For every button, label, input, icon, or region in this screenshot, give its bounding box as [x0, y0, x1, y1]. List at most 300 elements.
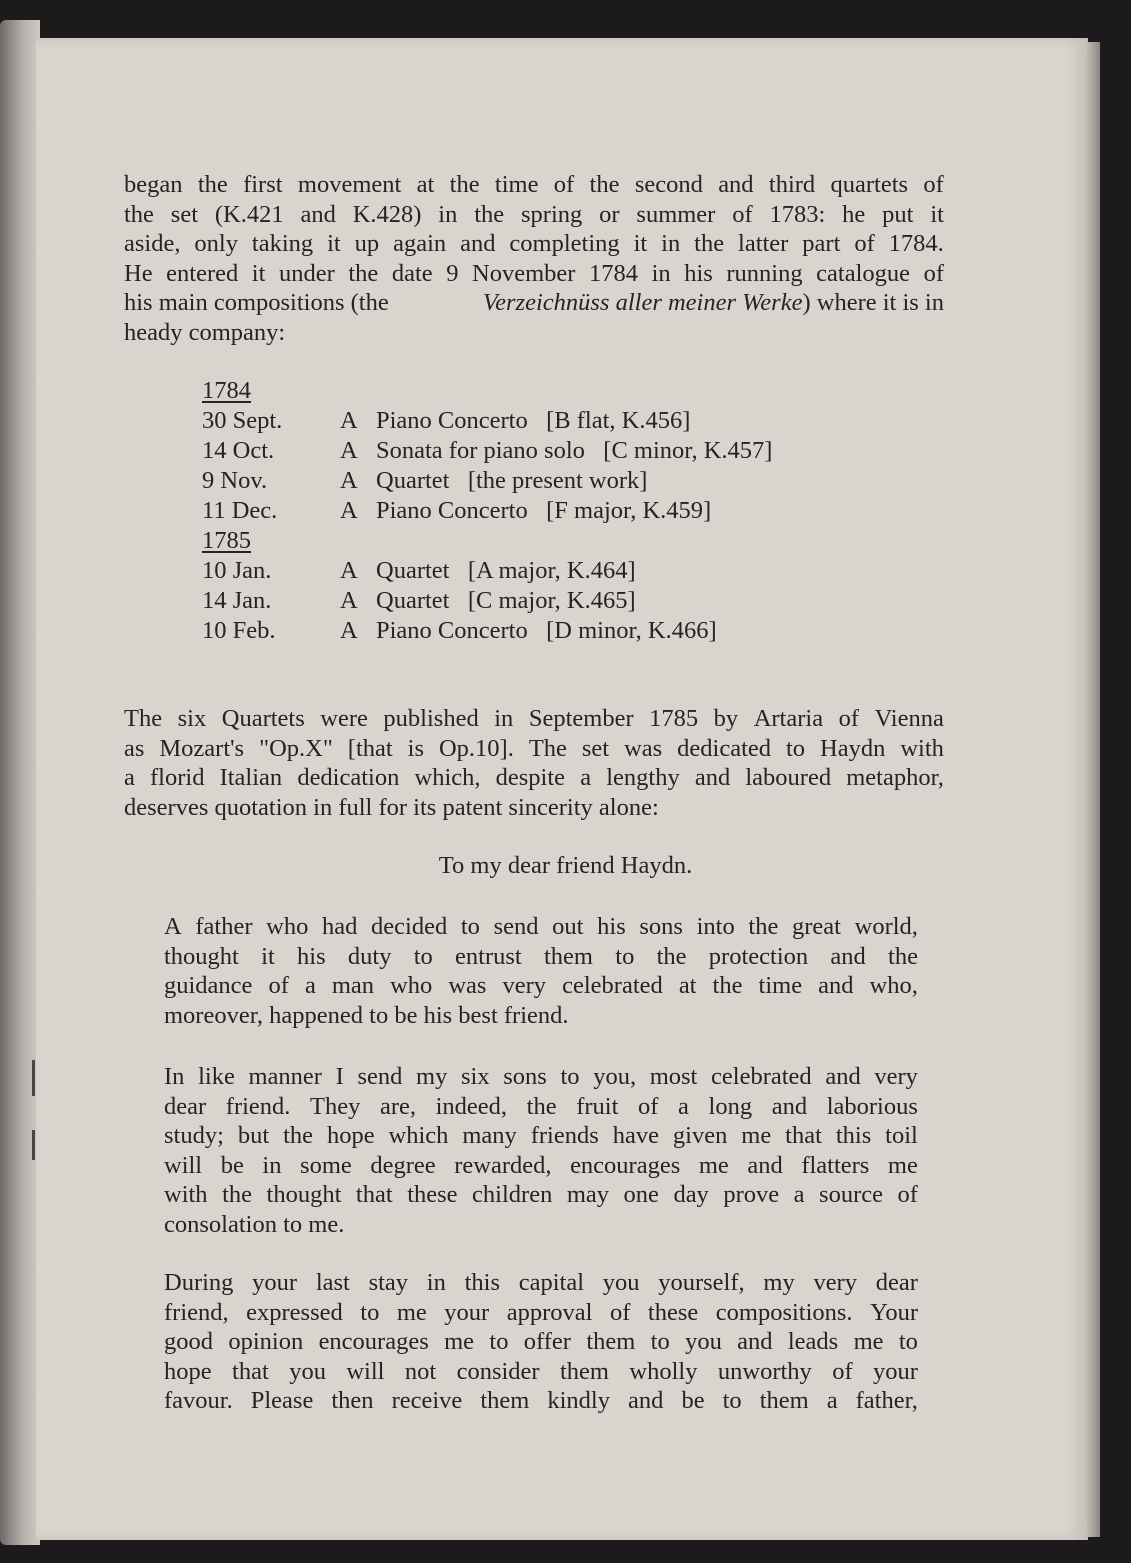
- word: in: [651, 259, 671, 287]
- word: father,: [855, 1387, 918, 1415]
- word: at: [678, 972, 697, 1000]
- table-row: [202, 436, 772, 466]
- word: to: [489, 1328, 509, 1356]
- word: taking: [251, 230, 314, 258]
- word: the: [888, 942, 918, 970]
- word: laboured: [745, 764, 832, 792]
- word: Op.10].: [438, 734, 514, 762]
- entry-article: A: [340, 407, 358, 434]
- word: was: [624, 734, 663, 762]
- word: running: [726, 259, 803, 287]
- word: compositions.: [715, 1298, 853, 1326]
- word: only: [194, 230, 238, 258]
- word: of: [553, 171, 575, 198]
- entry-date: 14 Jan.: [202, 587, 272, 614]
- word: degree: [370, 1151, 436, 1179]
- word: them: [544, 942, 593, 970]
- word: sons: [639, 913, 683, 940]
- word: thought: [164, 942, 239, 970]
- word: given: [672, 1122, 728, 1150]
- work-name: Quartet: [376, 557, 450, 584]
- word: leads: [787, 1328, 839, 1356]
- right-page-edge: [1086, 42, 1100, 1537]
- entry-article: A: [340, 617, 358, 644]
- word: like: [198, 1063, 235, 1090]
- word: lengthy: [606, 764, 680, 792]
- word: entered: [166, 259, 239, 287]
- word: my: [416, 1063, 448, 1090]
- word: receive: [391, 1387, 463, 1415]
- word: send: [493, 913, 539, 940]
- text-line: [124, 763, 944, 793]
- text-line: [164, 1001, 918, 1031]
- word: dedicated: [677, 734, 772, 762]
- word: of: [897, 1181, 918, 1209]
- word: dear: [875, 1269, 918, 1296]
- word: of: [732, 200, 753, 228]
- text-line: [124, 170, 944, 200]
- entry-work: [376, 436, 772, 466]
- word: will: [346, 1357, 385, 1385]
- text-line: [164, 971, 918, 1001]
- word: stay: [368, 1269, 409, 1296]
- word: source: [819, 1181, 883, 1209]
- word: a: [826, 1387, 838, 1415]
- word: it: [633, 230, 648, 258]
- word: set: [581, 734, 610, 762]
- margin-mark: [32, 1130, 35, 1160]
- word: and: [718, 171, 754, 198]
- word: florid: [150, 764, 205, 792]
- word: (K.421: [214, 200, 284, 228]
- catalogue-table: [202, 376, 772, 646]
- word: was: [448, 972, 487, 1000]
- word: dear: [164, 1092, 207, 1120]
- text-line: [164, 1386, 918, 1416]
- word: September: [528, 705, 634, 732]
- word: very: [502, 972, 547, 1000]
- word: many: [462, 1122, 517, 1150]
- entry-work: [376, 406, 772, 436]
- word: six: [460, 1063, 490, 1090]
- text-segment: ) where it is in: [802, 289, 944, 317]
- word: will: [164, 1151, 203, 1179]
- entry-work: [376, 556, 772, 586]
- entry-article: A: [340, 587, 358, 614]
- word: the: [526, 1092, 557, 1120]
- word: hope: [164, 1357, 212, 1385]
- word: friend,: [164, 1298, 229, 1326]
- word: celebrated: [562, 972, 663, 1000]
- year-row: [202, 376, 772, 406]
- word: you: [602, 1269, 640, 1296]
- word: first: [243, 171, 283, 198]
- word: He: [124, 259, 153, 287]
- word: to: [560, 1063, 580, 1090]
- word: toil: [885, 1122, 918, 1150]
- work-note: [B flat, K.456]: [546, 407, 691, 434]
- word: of: [638, 1092, 659, 1120]
- word: not: [404, 1357, 437, 1385]
- word: favour.: [164, 1387, 233, 1415]
- word: it: [327, 230, 341, 258]
- word: Mozart's: [159, 734, 245, 762]
- word: his: [297, 942, 326, 970]
- text-line: [164, 1298, 918, 1328]
- word: be: [220, 1151, 244, 1179]
- word: a: [793, 1181, 805, 1209]
- word: [that: [347, 734, 393, 762]
- word: some: [300, 1151, 352, 1179]
- word: the: [283, 1122, 314, 1150]
- word: encourages: [318, 1328, 429, 1356]
- text-line: [124, 704, 944, 734]
- table-row: [202, 406, 772, 436]
- word: me: [853, 1328, 884, 1356]
- entry-article: A: [340, 497, 358, 524]
- word: decided: [371, 913, 448, 940]
- word: to: [785, 734, 806, 762]
- word: manner: [248, 1063, 322, 1090]
- word: and: [460, 230, 496, 258]
- word: I: [335, 1063, 344, 1090]
- dedication-title: To my dear friend Haydn.: [438, 852, 693, 879]
- text-line: [164, 1062, 918, 1092]
- word: and: [818, 972, 854, 1000]
- word: it: [930, 200, 944, 228]
- left-page-edge: [0, 20, 40, 1545]
- word: They: [310, 1092, 361, 1120]
- word: and: [830, 942, 866, 970]
- word: the: [589, 171, 620, 198]
- word: to: [650, 1328, 670, 1356]
- word: yourself,: [658, 1269, 745, 1296]
- entry-article: A: [340, 467, 358, 494]
- word: who,: [869, 972, 918, 1000]
- word: encourages: [570, 1151, 681, 1179]
- word: them: [586, 1328, 636, 1356]
- work-name: Quartet: [376, 587, 450, 614]
- word: in: [494, 705, 514, 732]
- word: this: [464, 1269, 500, 1296]
- word: is: [407, 734, 425, 762]
- word: Quartets: [221, 705, 305, 732]
- word: very: [874, 1063, 918, 1090]
- word: kindly: [547, 1387, 610, 1415]
- work-note: [A major, K.464]: [467, 557, 636, 584]
- word: capital: [518, 1269, 585, 1296]
- word: father: [195, 913, 253, 940]
- word: spring: [521, 200, 583, 228]
- word: latter: [738, 230, 789, 258]
- word: hope: [326, 1122, 375, 1150]
- word: with: [900, 734, 944, 762]
- word: 1784.: [888, 230, 944, 258]
- word: his: [684, 259, 713, 287]
- word: this: [835, 1122, 872, 1150]
- word: In: [164, 1063, 185, 1090]
- text-line: [124, 318, 944, 348]
- word: it: [251, 259, 266, 287]
- word: but: [237, 1122, 270, 1150]
- word: under: [278, 259, 335, 287]
- entry-date: 10 Feb.: [202, 617, 276, 644]
- word: A: [164, 913, 182, 940]
- word: them: [560, 1357, 609, 1385]
- word: "Op.X": [259, 734, 333, 762]
- word: part: [802, 230, 841, 258]
- word: of: [854, 230, 875, 258]
- entry-date: 9 Nov.: [202, 467, 268, 494]
- text-line: [124, 734, 944, 764]
- word: them: [480, 1387, 530, 1415]
- entry-date: 30 Sept.: [202, 407, 283, 434]
- word: set: [170, 200, 199, 228]
- word: you: [289, 1357, 326, 1385]
- text-line: [164, 1327, 918, 1357]
- word: and: [771, 1092, 808, 1120]
- word: that: [355, 1181, 393, 1209]
- word: a: [580, 764, 592, 792]
- table-row: [202, 496, 772, 526]
- word: a: [124, 764, 135, 792]
- word: of: [923, 171, 944, 198]
- word: Artaria: [753, 705, 824, 732]
- word: which,: [414, 764, 481, 792]
- word: at: [416, 171, 435, 198]
- word: great: [792, 913, 841, 940]
- word: the: [656, 942, 687, 970]
- word: man: [331, 972, 375, 1000]
- entry-work: [376, 466, 772, 496]
- word: despite: [495, 764, 566, 792]
- text-line: [164, 912, 918, 942]
- word: the: [197, 171, 228, 198]
- word: by: [713, 705, 739, 732]
- word: study;: [164, 1122, 224, 1150]
- word: to: [722, 1387, 742, 1415]
- word: unworthy: [717, 1357, 812, 1385]
- word: the: [712, 972, 743, 1000]
- word: good: [164, 1328, 213, 1356]
- word: of: [268, 972, 289, 1000]
- word: one: [623, 1181, 659, 1209]
- text-line: [124, 229, 944, 259]
- word: friends: [530, 1122, 599, 1150]
- word: send: [357, 1063, 403, 1090]
- word: a: [304, 972, 316, 1000]
- word: out: [552, 913, 584, 940]
- work-note: [the present work]: [467, 467, 648, 494]
- word: most: [649, 1063, 698, 1090]
- word: who: [266, 913, 309, 940]
- dedication-paragraph-3: [164, 1268, 918, 1416]
- catalogue-title: Verzeichnüss aller meiner Werke: [482, 289, 803, 317]
- entry-work: [376, 586, 772, 616]
- word: third: [768, 171, 816, 198]
- word: it: [261, 942, 275, 970]
- word: had: [322, 913, 358, 940]
- work-note: [F major, K.459]: [546, 497, 712, 524]
- word: me: [698, 1151, 729, 1179]
- word: your: [444, 1298, 490, 1326]
- word: your: [252, 1269, 298, 1296]
- word: movement: [297, 171, 402, 198]
- word: the: [694, 230, 725, 258]
- word: and: [825, 1063, 861, 1090]
- word: thought: [266, 1181, 342, 1209]
- text-line: [164, 1151, 918, 1181]
- word: these: [647, 1298, 699, 1326]
- entry-work: [376, 496, 772, 526]
- word: protection: [708, 942, 809, 970]
- word: dedication: [297, 764, 400, 792]
- word: them: [759, 1387, 809, 1415]
- word: the: [348, 259, 379, 287]
- word: in: [661, 230, 681, 258]
- word: summer: [636, 200, 716, 228]
- word: time: [494, 171, 539, 198]
- word: November: [472, 259, 576, 287]
- word: Your: [870, 1298, 918, 1326]
- word: you,: [593, 1063, 637, 1090]
- entry-date: 11 Dec.: [202, 497, 278, 524]
- word: guidance: [164, 972, 253, 1000]
- word: friend.: [225, 1092, 291, 1120]
- word: 9: [446, 259, 459, 287]
- word: children: [472, 1181, 553, 1209]
- word: the: [748, 913, 779, 940]
- entry-article: A: [340, 437, 358, 464]
- word: to: [460, 913, 480, 940]
- text-line: [124, 259, 944, 289]
- word: published: [383, 705, 479, 732]
- word: Italian: [219, 764, 283, 792]
- word: of: [838, 705, 860, 732]
- word: then: [331, 1387, 374, 1415]
- dedication-paragraph-1: [164, 912, 918, 1030]
- word: and: [737, 1328, 773, 1356]
- work-name: Quartet: [376, 467, 450, 494]
- publication-paragraph: [124, 704, 944, 822]
- work-name: Sonata for piano solo: [376, 437, 585, 464]
- word: into: [696, 913, 735, 940]
- work-name: Piano Concerto: [376, 407, 528, 434]
- word: of: [832, 1357, 853, 1385]
- word: the: [474, 200, 505, 228]
- word: aside,: [124, 230, 181, 258]
- word: wholly: [629, 1357, 698, 1385]
- text-line: [124, 288, 944, 318]
- word: sons: [503, 1063, 547, 1090]
- word: flatters: [801, 1151, 870, 1179]
- word: approval: [506, 1298, 593, 1326]
- text-line: [164, 1268, 918, 1298]
- work-note: [C minor, K.457]: [603, 437, 773, 464]
- word: put: [882, 200, 914, 228]
- word: offer: [523, 1328, 571, 1356]
- text-segment: consolation to me.: [164, 1210, 345, 1238]
- word: that: [785, 1122, 822, 1150]
- word: your: [873, 1357, 918, 1385]
- word: fruit: [576, 1092, 619, 1120]
- word: completing: [509, 230, 620, 258]
- word: up: [354, 230, 380, 258]
- text-line: [124, 793, 944, 823]
- word: quartets: [830, 171, 909, 198]
- word: you: [685, 1328, 722, 1356]
- word: world,: [854, 913, 918, 940]
- word: to: [615, 942, 635, 970]
- word: Haydn: [820, 734, 886, 762]
- word: 1785: [649, 705, 699, 732]
- word: and: [628, 1387, 664, 1415]
- word: of: [609, 1298, 631, 1326]
- word: second: [634, 171, 703, 198]
- word: and: [300, 200, 336, 228]
- word: six: [177, 705, 207, 732]
- word: me: [444, 1328, 475, 1356]
- word: and: [694, 764, 731, 792]
- word: opinion: [228, 1328, 304, 1356]
- word: may: [566, 1181, 610, 1209]
- word: that: [232, 1357, 269, 1385]
- word: to: [360, 1298, 380, 1326]
- word: prove: [723, 1181, 780, 1209]
- word: my: [763, 1269, 795, 1296]
- word: again: [393, 230, 447, 258]
- word: The: [528, 734, 567, 762]
- word: rewarded,: [454, 1151, 552, 1179]
- word: duty: [347, 942, 392, 970]
- year-row: [202, 526, 772, 556]
- word: his: [597, 913, 626, 940]
- text-line: [164, 1092, 918, 1122]
- year-heading: 1784: [202, 377, 251, 404]
- word: in: [262, 1151, 282, 1179]
- text-segment: heady company:: [124, 318, 286, 346]
- word: were: [320, 705, 368, 732]
- word: he: [842, 200, 866, 228]
- word: or: [599, 200, 620, 228]
- dedication-paragraph-2: [164, 1062, 918, 1240]
- word: date: [391, 259, 433, 287]
- word: began: [124, 171, 183, 198]
- word: time: [758, 972, 803, 1000]
- word: long: [708, 1092, 753, 1120]
- word: with: [164, 1181, 208, 1209]
- text-segment: his main compositions (the: [124, 289, 389, 317]
- margin-mark: [32, 1060, 35, 1096]
- word: metaphor,: [846, 764, 944, 792]
- work-note: [C major, K.465]: [467, 587, 636, 614]
- text-segment: deserves quotation in full for its patent sincerity alone:: [124, 793, 659, 821]
- word: laborious: [826, 1092, 918, 1120]
- table-row: [202, 556, 772, 586]
- table-row: [202, 586, 772, 616]
- word: have: [612, 1122, 659, 1150]
- word: very: [813, 1269, 857, 1296]
- word: me: [741, 1122, 772, 1150]
- year-heading: 1785: [202, 527, 251, 554]
- word: are,: [379, 1092, 417, 1120]
- word: consider: [456, 1357, 540, 1385]
- entry-date: 14 Oct.: [202, 437, 275, 464]
- table-row: [202, 616, 772, 646]
- word: in: [438, 200, 458, 228]
- entry-date: 10 Jan.: [202, 557, 272, 584]
- work-note: [D minor, K.466]: [546, 617, 717, 644]
